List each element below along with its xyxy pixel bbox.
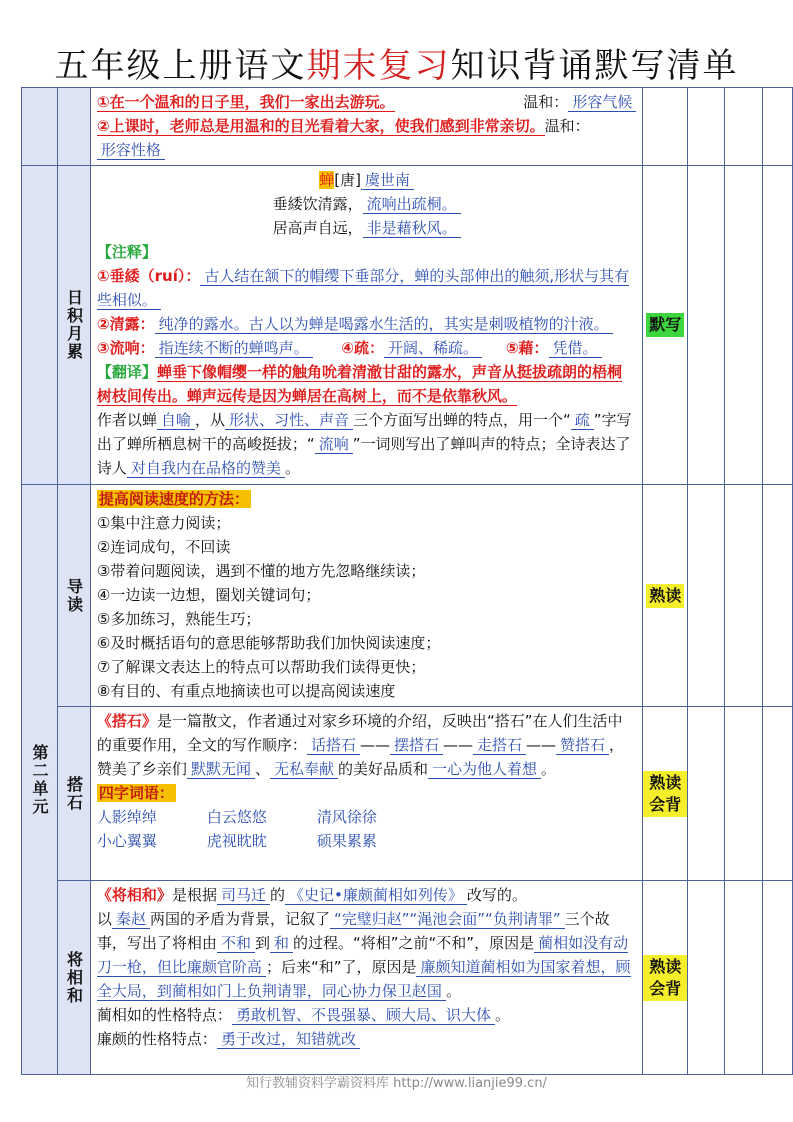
wenhe-sentence-2: ②上课时，老师总是用温和的目光看着大家，使我们感到非常亲切。 xyxy=(96,117,545,135)
lesson-cell xyxy=(57,707,90,881)
jxh-answer-10: 勇于改过，知错就改 xyxy=(217,1030,360,1049)
poem-title: 蝉 xyxy=(319,171,335,189)
word-item: 白云悠悠 xyxy=(206,808,267,826)
review-table xyxy=(21,87,793,1075)
jxh-text: 改写的。 xyxy=(466,886,527,904)
jxh-answer-1: 司马迁 xyxy=(217,886,270,905)
title-text: 五年级上册语文 xyxy=(54,46,307,86)
req-tag-shudu-huibei: 熟读会背 xyxy=(643,771,687,817)
word-item: 硕果累累 xyxy=(316,832,377,850)
unit-cell xyxy=(22,485,58,1075)
jxh-text: ；后来“和”了，原因是 xyxy=(265,958,417,976)
jxh-text: 两国的矛盾为背景，记叙了 xyxy=(149,910,330,928)
dashi-answer-4: 赞搭石 xyxy=(556,736,609,755)
dashi-answer-5: 默默无闻 xyxy=(187,760,255,779)
dashi-text: 、 xyxy=(254,760,270,778)
content-jiangxianghe xyxy=(90,881,642,1075)
unit-label: 第二单元 xyxy=(29,743,49,816)
daodu-item: ⑦了解课文表达上的特点可以帮助我们读得更快； xyxy=(96,658,426,676)
dashi-text: 是一篇散文，作者通过对家乡环境的介绍，反映出“搭石”在人们生活中的重要作用，全文的写作顺序： xyxy=(96,712,623,754)
words-header: 四字词语： xyxy=(98,784,174,802)
content-daodu xyxy=(90,485,642,707)
title-highlight: 期末复习 xyxy=(306,46,451,86)
poem-dynasty: [唐] xyxy=(334,171,361,189)
lesson-label: 将相和 xyxy=(64,950,84,1005)
poem-author: 虞世南 xyxy=(361,171,414,190)
check-cell xyxy=(725,707,763,881)
check-cell xyxy=(688,88,725,166)
note-header: 【注释】 xyxy=(96,243,157,261)
dashi-text: 的美好品质和 xyxy=(337,760,428,778)
translation-text: 蝉垂下像帽缨一样的触角吮着清澈甘甜的露水，声音从挺拔疏朗的梧桐树枝间传出。蝉声远传是因为蝉居在高树上，而不是依靠秋风。 xyxy=(96,363,622,405)
poem-line-1a: 垂緌饮清露， xyxy=(272,195,363,213)
analysis-answer-2: 形状、习性、声音 xyxy=(225,411,353,430)
req-tag-moxie: 默写 xyxy=(646,313,684,337)
row-wenhe xyxy=(22,88,793,166)
dashi-answer-7: 一心为他人着想 xyxy=(428,760,541,779)
daodu-item: ⑤多加练习，熟能生巧； xyxy=(96,610,261,628)
jxh-text: 以 xyxy=(96,910,112,928)
dashi-answer-3: 走搭石 xyxy=(473,736,526,755)
word-item: 小心翼翼 xyxy=(96,832,157,850)
lesson-cell xyxy=(57,881,90,1075)
daodu-header: 提高阅读速度的方法： xyxy=(98,490,249,508)
req-tag-shudu-huibei: 熟读会背 xyxy=(643,955,687,1001)
check-cell xyxy=(725,88,763,166)
content-rijiyuelei xyxy=(90,166,642,485)
note-2-value: 纯净的露水。古人以为蝉是喝露水生活的，其实是刺吸植物的汁液。 xyxy=(155,315,613,334)
req-cell xyxy=(643,88,688,166)
dashi-dash: —— xyxy=(525,736,556,754)
daodu-item: ⑧有目的、有重点地摘读也可以提高阅读速度 xyxy=(96,682,396,700)
row-jiangxianghe xyxy=(22,881,793,1075)
note-5-value: 凭借。 xyxy=(549,339,602,358)
lesson-label: 搭石 xyxy=(64,775,84,812)
poem-line-2b: 非是藉秋风。 xyxy=(363,219,461,238)
check-cell xyxy=(763,485,793,707)
lesson-cell xyxy=(57,485,90,707)
dashi-answer-2: 摆搭石 xyxy=(390,736,443,755)
poem-line-1b: 流响出疏桐。 xyxy=(363,195,461,214)
jxh-text: 的 xyxy=(269,886,285,904)
check-cell xyxy=(688,485,725,707)
dashi-answer-6: 无私奉献 xyxy=(270,760,338,779)
wenhe-answer-2: 形容性格 xyxy=(97,141,165,160)
analysis-text-4: ”字写出了蝉所栖息树干的高峻挺拔；“ xyxy=(96,411,632,453)
note-1-key: ①垂緌（ruí）： xyxy=(96,267,201,285)
lesson-label: 导读 xyxy=(64,577,84,614)
wenhe-sentence-1: ①在一个温和的日子里，我们一家出去游玩。 xyxy=(96,93,395,111)
jxh-answer-4: “完璧归赵”“渑池会面”“负荆请罪” xyxy=(330,910,565,929)
req-cell xyxy=(643,166,688,485)
content-dashi xyxy=(90,707,642,881)
analysis-text-5: ”一词则写出了蝉叫声的特点；全诗表达了诗人 xyxy=(96,435,631,477)
jxh-text: 的过程。“将相”之前“不和”，原因是 xyxy=(292,934,535,952)
row-dashi xyxy=(22,707,793,881)
jxh-title: 《将相和》 xyxy=(96,886,172,904)
jxh-label-lian: 廉颇的性格特点： xyxy=(96,1030,217,1048)
daodu-item: ③带着问题阅读，遇到不懂的地方先忽略继续读； xyxy=(96,562,426,580)
analysis-answer-4: 流响 xyxy=(315,435,353,454)
dashi-title: 《搭石》 xyxy=(96,712,157,730)
analysis-text-6: 。 xyxy=(284,459,300,477)
jxh-answer-2: 《史记•廉颇蔺相如列传》 xyxy=(285,886,467,905)
jxh-text: 。 xyxy=(445,982,461,1000)
word-item: 人影绰绰 xyxy=(96,808,157,826)
word-item: 虎视眈眈 xyxy=(206,832,267,850)
req-cell xyxy=(643,485,688,707)
unit-cell-top xyxy=(22,88,58,166)
jxh-answer-5: 不和 xyxy=(217,934,255,953)
note-5-key: ⑤藉： xyxy=(505,339,549,357)
jxh-text: 到 xyxy=(254,934,270,952)
jxh-text: 。 xyxy=(494,1006,510,1024)
req-cell xyxy=(643,707,688,881)
note-4-key: ④疏： xyxy=(341,339,384,357)
daodu-item: ⑥及时概括语句的意思能够帮助我们加快阅读速度； xyxy=(96,634,441,652)
wenhe-label-1: 温和： xyxy=(523,93,569,111)
analysis-text-2: ，从 xyxy=(194,411,225,429)
lesson-label: 日积月累 xyxy=(64,289,84,361)
check-cell xyxy=(763,707,793,881)
content-wenhe xyxy=(90,88,642,166)
dashi-answer-1: 话搭石 xyxy=(307,736,360,755)
analysis-text-1: 作者以蝉 xyxy=(96,411,157,429)
check-cell xyxy=(725,881,763,1075)
req-tag-shudu: 熟读 xyxy=(646,584,684,608)
lesson-cell-empty xyxy=(57,88,90,166)
check-cell xyxy=(688,707,725,881)
check-cell xyxy=(688,881,725,1075)
note-2-key: ②清露： xyxy=(96,315,155,333)
dashi-text: 。 xyxy=(541,760,557,778)
wenhe-label-2: 温和： xyxy=(544,117,590,135)
check-cell xyxy=(725,166,763,485)
jxh-answer-8: 廉颇知道蔺相如为国家着想，顾全大局，到蔺相如门上负荆请罪，同心协力保卫赵国 xyxy=(96,958,631,1000)
note-3-key: ③流响： xyxy=(96,339,155,357)
page-title xyxy=(0,40,793,92)
analysis-answer-1: 自喻 xyxy=(157,411,195,430)
daodu-item: ④一边读一边想，圈划关键词句； xyxy=(96,586,321,604)
dashi-dash: —— xyxy=(442,736,473,754)
footer-watermark: 知行教辅资料学霸资料库 http://www.lianjie99.cn/ xyxy=(246,1076,547,1091)
row-daodu xyxy=(22,485,793,707)
note-4-value: 开阔、稀疏。 xyxy=(384,339,482,358)
poem-line-2a: 居高声自远， xyxy=(272,219,363,237)
unit-cell-top xyxy=(22,166,58,485)
daodu-item: ①集中注意力阅读； xyxy=(96,514,231,532)
jxh-answer-9: 勇敢机智、不畏强暴、顾大局、识大体 xyxy=(232,1006,495,1025)
jxh-answer-3: 秦赵 xyxy=(112,910,150,929)
note-1-value: 古人结在颔下的帽缨下垂部分，蝉的头部伸出的触须,形状与其有些相似。 xyxy=(96,267,630,309)
analysis-text-3: 三个方面写出蝉的特点，用一个“ xyxy=(352,411,571,429)
check-cell xyxy=(763,88,793,166)
jxh-text: 是根据 xyxy=(171,886,217,904)
lesson-cell xyxy=(57,166,90,485)
note-3-value: 指连续不断的蝉鸣声。 xyxy=(155,339,313,358)
check-cell xyxy=(763,881,793,1075)
dashi-dash: —— xyxy=(359,736,390,754)
analysis-answer-3: 疏 xyxy=(571,411,594,430)
wenhe-answer-1: 形容气候 xyxy=(568,93,636,112)
check-cell xyxy=(725,485,763,707)
jxh-answer-6: 和 xyxy=(270,934,293,953)
req-cell xyxy=(643,881,688,1075)
dashi-text: ，赞美了乡亲们 xyxy=(96,736,625,778)
translation-header: 【翻译】 xyxy=(96,363,157,381)
words-grid xyxy=(97,805,636,853)
check-cell xyxy=(763,166,793,485)
jxh-answer-7: 蔺相如没有动刀一枪，但比廉颇官阶高 xyxy=(96,934,629,976)
check-cell xyxy=(688,166,725,485)
jxh-label-lin: 蔺相如的性格特点： xyxy=(96,1006,232,1024)
title-text-end: 知识背诵默写清单 xyxy=(450,46,739,86)
row-rijiyuelei xyxy=(22,166,793,485)
jxh-text: 三个故事，写出了将相由 xyxy=(96,910,610,952)
analysis-answer-5: 对自我内在品格的赞美 xyxy=(127,459,285,478)
word-item: 清风徐徐 xyxy=(316,808,377,826)
daodu-item: ②连词成句，不回读 xyxy=(96,538,231,556)
